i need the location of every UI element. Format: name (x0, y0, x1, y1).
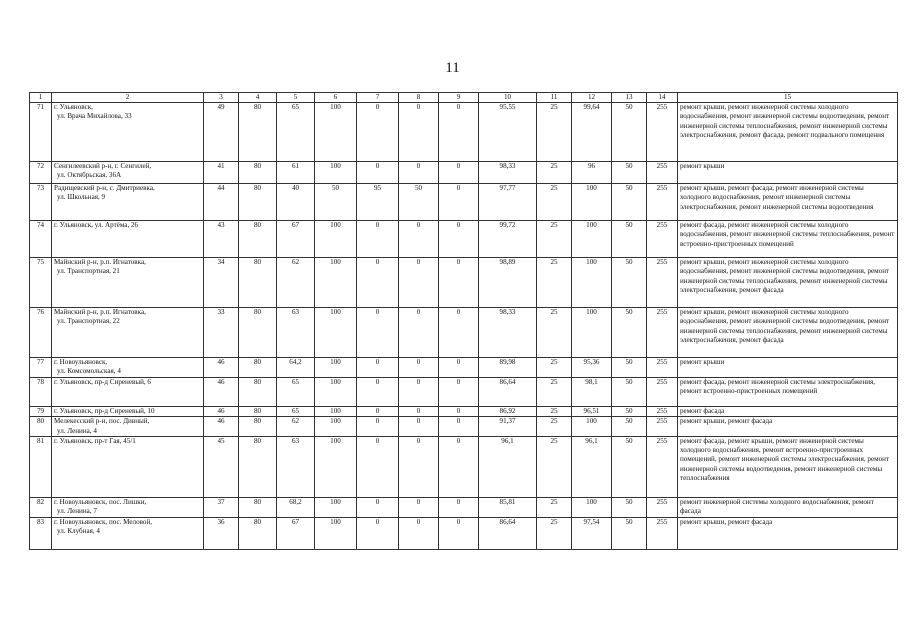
table-row (30, 378, 898, 407)
table-row (30, 517, 898, 549)
row-number: 79 (30, 407, 52, 417)
address-cell (52, 378, 204, 407)
value-col9: 0 (439, 378, 479, 407)
value-col3: 46 (204, 378, 239, 407)
value-col5: 68,2 (277, 497, 315, 517)
address-line: г. Ульяновск, пр-д Сиреневый, 6 (54, 378, 151, 387)
address-cell (52, 436, 204, 497)
address-line: ул. Октябрьская, 36А (57, 171, 122, 180)
address-line: г. Ульяновск, пр-д Сиреневый, 10 (54, 407, 155, 416)
value-col13: 50 (612, 308, 647, 358)
value-col4: 80 (239, 378, 277, 407)
table-body (30, 103, 898, 550)
page-number: 11 (445, 60, 460, 76)
works-list-cell: ремонт крыши, ремонт фасада, ремонт инженерной системы холодного водоснабжения, ремонт инженерной системы электроснабжения, ремонт инженерной системы водоотведения (678, 184, 898, 221)
value-col10: 86,64 (479, 378, 537, 407)
value-col3: 44 (204, 184, 239, 221)
value-col6: 100 (315, 417, 357, 436)
value-col11: 25 (537, 417, 572, 436)
value-col13: 50 (612, 258, 647, 308)
works-list-cell: ремонт инженерной системы холодного водоснабжения, ремонт фасада (678, 497, 898, 517)
table-row (30, 258, 898, 308)
value-col13: 50 (612, 417, 647, 436)
value-col7: 0 (357, 417, 399, 436)
value-col14: 255 (647, 184, 678, 221)
value-col8: 0 (399, 407, 439, 417)
value-col8: 0 (399, 436, 439, 497)
value-col8: 0 (399, 103, 439, 162)
address-line: ул. Транспортная, 22 (57, 317, 120, 326)
value-col13: 50 (612, 358, 647, 378)
value-col8: 50 (399, 184, 439, 221)
value-col5: 63 (277, 436, 315, 497)
value-col14: 255 (647, 308, 678, 358)
value-col5: 65 (277, 103, 315, 162)
value-col8: 0 (399, 162, 439, 184)
value-col14: 255 (647, 497, 678, 517)
value-col5: 62 (277, 258, 315, 308)
value-col11: 25 (537, 103, 572, 162)
address-line: Майнский р-н, р.п. Игнатовка, (54, 308, 146, 317)
table-row (30, 407, 898, 417)
value-col7: 95 (357, 184, 399, 221)
value-col3: 46 (204, 417, 239, 436)
value-col13: 50 (612, 378, 647, 407)
value-col3: 37 (204, 497, 239, 517)
value-col7: 0 (357, 436, 399, 497)
value-col11: 25 (537, 184, 572, 221)
table-row (30, 184, 898, 221)
value-col10: 85,81 (479, 497, 537, 517)
value-col10: 91,37 (479, 417, 537, 436)
value-col12: 100 (572, 184, 612, 221)
address-cell (52, 417, 204, 436)
value-col6: 100 (315, 378, 357, 407)
address-cell (52, 184, 204, 221)
value-col6: 100 (315, 258, 357, 308)
value-col4: 80 (239, 358, 277, 378)
row-number: 73 (30, 184, 52, 221)
address-line: ул. Ленина, 7 (57, 507, 97, 516)
value-col4: 80 (239, 517, 277, 549)
column-header: 2 (52, 93, 204, 103)
value-col10: 99,72 (479, 221, 537, 258)
value-col4: 80 (239, 407, 277, 417)
value-col12: 100 (572, 221, 612, 258)
table-row (30, 497, 898, 517)
value-col4: 80 (239, 184, 277, 221)
works-list-cell: ремонт крыши (678, 162, 898, 184)
column-header: 12 (572, 93, 612, 103)
value-col3: 46 (204, 358, 239, 378)
column-header: 6 (315, 93, 357, 103)
value-col5: 63 (277, 308, 315, 358)
value-col12: 98,1 (572, 378, 612, 407)
value-col4: 80 (239, 308, 277, 358)
value-col9: 0 (439, 308, 479, 358)
value-col11: 25 (537, 436, 572, 497)
value-col13: 50 (612, 221, 647, 258)
value-col13: 50 (612, 497, 647, 517)
value-col6: 100 (315, 308, 357, 358)
value-col9: 0 (439, 221, 479, 258)
value-col11: 25 (537, 407, 572, 417)
value-col8: 0 (399, 417, 439, 436)
value-col10: 98,33 (479, 162, 537, 184)
value-col6: 100 (315, 436, 357, 497)
value-col8: 0 (399, 378, 439, 407)
value-col4: 80 (239, 221, 277, 258)
address-line: г. Новоульяновск, пос. Меловой, (54, 517, 153, 526)
value-col4: 80 (239, 436, 277, 497)
address-cell (52, 162, 204, 184)
address-line: ул. Врача Михайлова, 33 (57, 112, 132, 121)
address-cell (52, 358, 204, 378)
works-list-cell: ремонт крыши, ремонт фасада (678, 417, 898, 436)
value-col6: 50 (315, 184, 357, 221)
column-header: 15 (678, 93, 898, 103)
value-col14: 255 (647, 436, 678, 497)
value-col10: 86,64 (479, 517, 537, 549)
address-cell (52, 308, 204, 358)
value-col10: 89,98 (479, 358, 537, 378)
address-line: ул. Ленина, 4 (57, 426, 97, 435)
value-col11: 25 (537, 358, 572, 378)
value-col8: 0 (399, 517, 439, 549)
address-line: г. Ульяновск, пр-т Гая, 45/1 (54, 436, 136, 445)
value-col9: 0 (439, 103, 479, 162)
value-col11: 25 (537, 162, 572, 184)
address-line: Сенгилеевский р-н, г. Сенгилей, (54, 162, 152, 171)
value-col12: 100 (572, 417, 612, 436)
value-col4: 80 (239, 103, 277, 162)
column-number-row (30, 93, 898, 103)
value-col11: 25 (537, 258, 572, 308)
value-col8: 0 (399, 497, 439, 517)
works-list-cell: ремонт крыши, ремонт инженерной системы холодного водоснабжения, ремонт инженерной системы водоотведения, ремонт инженерной системы теплоснабжения, ремонт инженерной системы электроснабжения, ремонт фасада (678, 258, 898, 308)
value-col8: 0 (399, 221, 439, 258)
address-line: Майнский р-н, р.п. Игнатовка, (54, 258, 146, 267)
value-col6: 100 (315, 221, 357, 258)
table-row (30, 103, 898, 162)
works-list-cell: ремонт крыши, ремонт инженерной системы холодного водоснабжения, ремонт инженерной системы водоотведения, ремонт инженерной системы теплоснабжения, ремонт инженерной системы электроснабжения, ремонт фасада (678, 308, 898, 358)
value-col14: 255 (647, 417, 678, 436)
column-header: 7 (357, 93, 399, 103)
value-col14: 255 (647, 378, 678, 407)
value-col12: 96 (572, 162, 612, 184)
address-cell (52, 497, 204, 517)
row-number: 72 (30, 162, 52, 184)
value-col7: 0 (357, 103, 399, 162)
works-list-cell: ремонт фасада, ремонт крыши, ремонт инженерной системы холодного водоснабжения, ремонт встроенно-пристроенных помещений, ремонт инженерной системы электроснабжения, ремонт инженерной системы водоотведения, ремонт инженерной системы теплоснабжения (678, 436, 898, 497)
row-number: 78 (30, 378, 52, 407)
value-col5: 65 (277, 378, 315, 407)
value-col4: 80 (239, 497, 277, 517)
column-header: 8 (399, 93, 439, 103)
row-number: 83 (30, 517, 52, 549)
address-cell (52, 103, 204, 162)
value-col3: 46 (204, 407, 239, 417)
address-line: г. Новоульяновск, пос. Лишки, (54, 497, 147, 506)
row-number: 76 (30, 308, 52, 358)
address-cell (52, 517, 204, 549)
value-col7: 0 (357, 258, 399, 308)
column-header: 9 (439, 93, 479, 103)
value-col6: 100 (315, 103, 357, 162)
address-line: г. Новоульяновск, (54, 358, 108, 367)
row-number: 81 (30, 436, 52, 497)
address-cell (52, 407, 204, 417)
row-number: 71 (30, 103, 52, 162)
works-list-cell: ремонт крыши, ремонт фасада (678, 517, 898, 549)
works-list-cell: ремонт крыши (678, 358, 898, 378)
address-line: ул. Комсомольская, 4 (57, 367, 121, 376)
value-col7: 0 (357, 378, 399, 407)
value-col7: 0 (357, 358, 399, 378)
value-col5: 61 (277, 162, 315, 184)
value-col10: 98,89 (479, 258, 537, 308)
value-col11: 25 (537, 308, 572, 358)
value-col13: 50 (612, 184, 647, 221)
value-col14: 255 (647, 407, 678, 417)
column-header: 14 (647, 93, 678, 103)
address-line: ул. Школьная, 9 (57, 193, 106, 202)
value-col5: 67 (277, 221, 315, 258)
value-col4: 80 (239, 162, 277, 184)
value-col3: 34 (204, 258, 239, 308)
column-header: 4 (239, 93, 277, 103)
value-col12: 97,54 (572, 517, 612, 549)
value-col7: 0 (357, 407, 399, 417)
value-col12: 100 (572, 497, 612, 517)
value-col10: 97,77 (479, 184, 537, 221)
value-col13: 50 (612, 407, 647, 417)
column-header: 13 (612, 93, 647, 103)
value-col3: 41 (204, 162, 239, 184)
value-col11: 25 (537, 497, 572, 517)
value-col9: 0 (439, 162, 479, 184)
value-col10: 96,1 (479, 436, 537, 497)
value-col9: 0 (439, 517, 479, 549)
value-col7: 0 (357, 517, 399, 549)
row-number: 77 (30, 358, 52, 378)
value-col5: 64,2 (277, 358, 315, 378)
value-col3: 45 (204, 436, 239, 497)
value-col5: 62 (277, 417, 315, 436)
value-col13: 50 (612, 103, 647, 162)
value-col3: 43 (204, 221, 239, 258)
value-col14: 255 (647, 162, 678, 184)
works-list-cell: ремонт фасада, ремонт инженерной системы холодного водоснабжения, ремонт инженерной системы теплоснабжения, ремонт встроенно-пристроенных помещений (678, 221, 898, 258)
value-col12: 100 (572, 308, 612, 358)
value-col12: 99,64 (572, 103, 612, 162)
column-header: 10 (479, 93, 537, 103)
address-line: Мелекесский р-н, пос. Дивный, (54, 417, 150, 426)
value-col3: 36 (204, 517, 239, 549)
value-col3: 33 (204, 308, 239, 358)
value-col14: 255 (647, 258, 678, 308)
works-list-cell: ремонт фасада (678, 407, 898, 417)
value-col11: 25 (537, 517, 572, 549)
address-cell (52, 258, 204, 308)
value-col11: 25 (537, 378, 572, 407)
table-row (30, 417, 898, 436)
repair-registry-table (29, 92, 898, 550)
works-list-cell: ремонт крыши, ремонт инженерной системы холодного водоснабжения, ремонт инженерной системы водоотведения, ремонт инженерной системы теплоснабжения, ремонт инженерной системы электроснабжения, ремонт фасада, ремонт подвального помещения (678, 103, 898, 162)
row-number: 80 (30, 417, 52, 436)
value-col10: 95,55 (479, 103, 537, 162)
value-col4: 80 (239, 258, 277, 308)
table-row (30, 308, 898, 358)
row-number: 75 (30, 258, 52, 308)
value-col9: 0 (439, 417, 479, 436)
value-col14: 255 (647, 103, 678, 162)
value-col9: 0 (439, 436, 479, 497)
value-col5: 40 (277, 184, 315, 221)
value-col8: 0 (399, 308, 439, 358)
column-header: 3 (204, 93, 239, 103)
works-list-cell: ремонт фасада, ремонт инженерной системы электроснабжения, ремонт встроенно-пристроенных помещений (678, 378, 898, 407)
value-col13: 50 (612, 436, 647, 497)
column-header: 11 (537, 93, 572, 103)
value-col10: 98,33 (479, 308, 537, 358)
value-col13: 50 (612, 162, 647, 184)
table-row (30, 221, 898, 258)
value-col7: 0 (357, 221, 399, 258)
value-col8: 0 (399, 258, 439, 308)
value-col14: 255 (647, 517, 678, 549)
value-col6: 100 (315, 358, 357, 378)
value-col4: 80 (239, 417, 277, 436)
value-col9: 0 (439, 497, 479, 517)
value-col12: 95,36 (572, 358, 612, 378)
address-line: г. Ульяновск, ул. Артёма, 26 (54, 221, 139, 230)
value-col8: 0 (399, 358, 439, 378)
value-col5: 67 (277, 517, 315, 549)
row-number: 74 (30, 221, 52, 258)
value-col6: 100 (315, 517, 357, 549)
value-col14: 255 (647, 221, 678, 258)
value-col13: 50 (612, 517, 647, 549)
address-line: г. Ульяновск, (54, 103, 93, 112)
address-line: ул. Транспортная, 21 (57, 267, 120, 276)
address-line: ул. Клубная, 4 (57, 527, 100, 536)
address-line: Радищевский р-н, с. Дмитриевка, (54, 184, 155, 193)
value-col14: 255 (647, 358, 678, 378)
value-col12: 96,1 (572, 436, 612, 497)
value-col10: 86,92 (479, 407, 537, 417)
column-header: 5 (277, 93, 315, 103)
value-col5: 65 (277, 407, 315, 417)
value-col9: 0 (439, 358, 479, 378)
value-col9: 0 (439, 184, 479, 221)
value-col7: 0 (357, 497, 399, 517)
row-number: 82 (30, 497, 52, 517)
value-col9: 0 (439, 258, 479, 308)
value-col6: 100 (315, 497, 357, 517)
value-col9: 0 (439, 407, 479, 417)
table-row (30, 436, 898, 497)
column-header: 1 (30, 93, 52, 103)
value-col7: 0 (357, 308, 399, 358)
address-cell (52, 221, 204, 258)
value-col7: 0 (357, 162, 399, 184)
value-col3: 49 (204, 103, 239, 162)
value-col12: 100 (572, 258, 612, 308)
value-col11: 25 (537, 221, 572, 258)
value-col6: 100 (315, 162, 357, 184)
value-col6: 100 (315, 407, 357, 417)
table-row (30, 162, 898, 184)
value-col12: 96,51 (572, 407, 612, 417)
table-row (30, 358, 898, 378)
